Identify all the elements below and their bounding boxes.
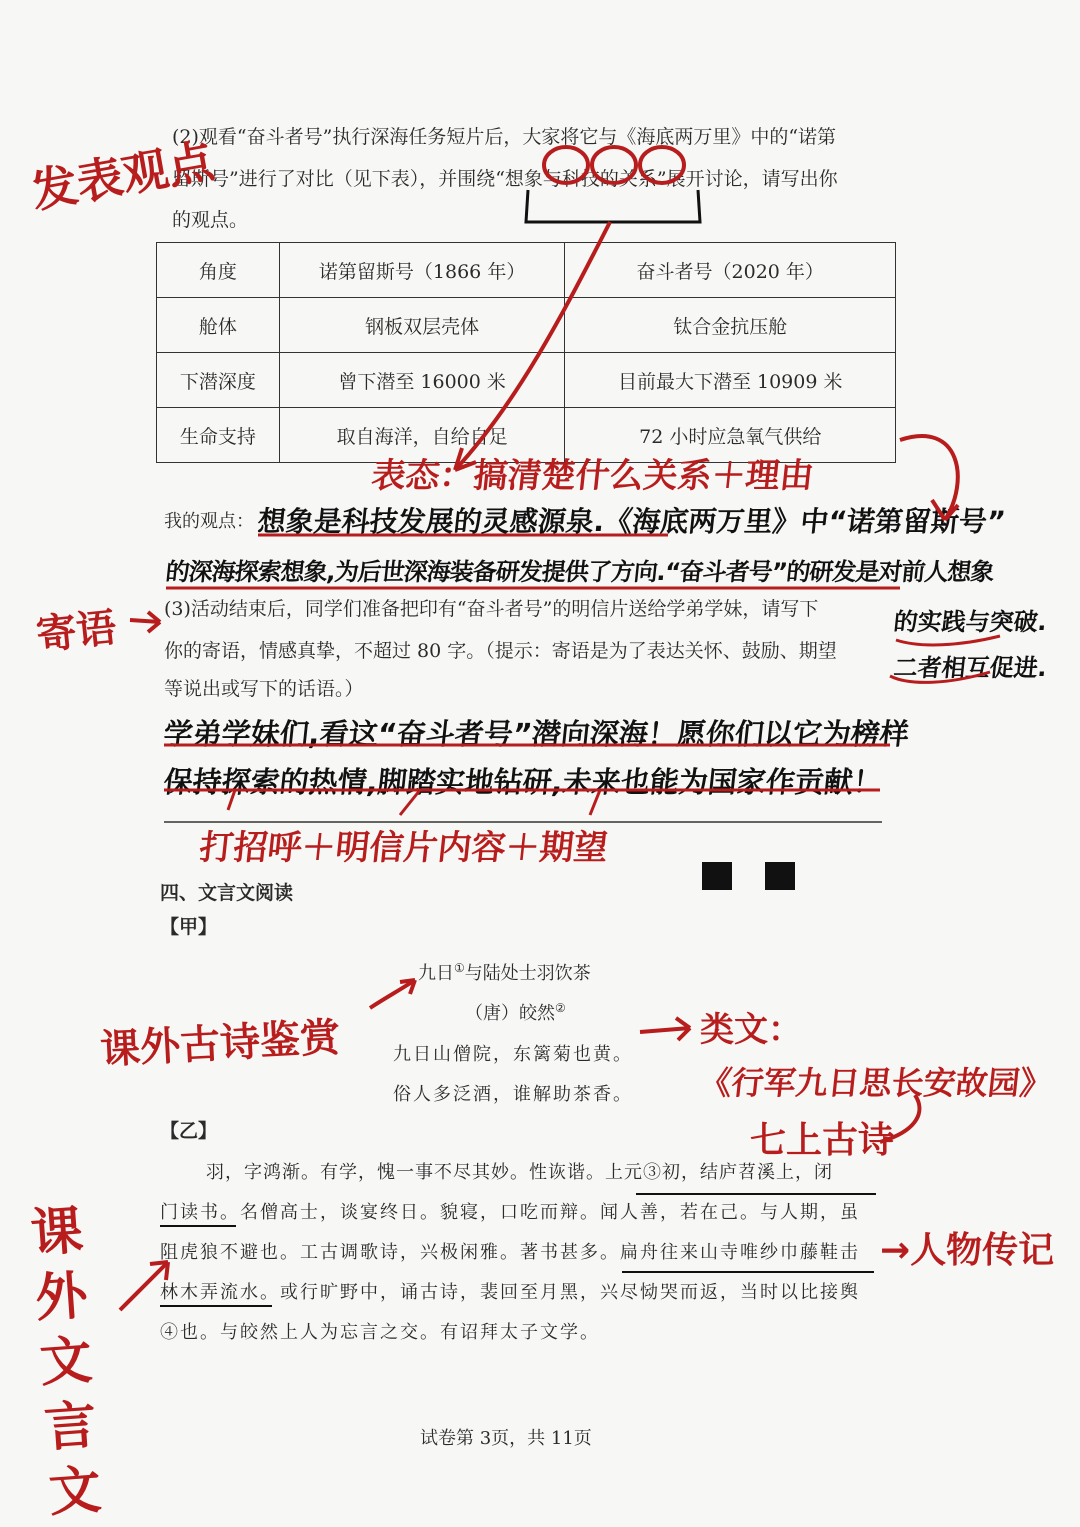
prose-line: 阻虎狼不避也。工古调歌诗，兴极闲雅。著书甚多。扁舟往来山寺唯纱巾藤鞋击: [160, 1242, 860, 1263]
annotation-leiwen-title: 《行军九日思长安故园》: [697, 1064, 1054, 1102]
arrow-line: [640, 1028, 690, 1032]
annotation-biaotai: 表态：搞清楚什么关系＋理由: [369, 456, 816, 496]
annotation-renwu: →人物传记: [880, 1230, 1055, 1271]
page-footer: 试卷第 3页，共 11页: [420, 1428, 592, 1449]
poem-title-day: 九日: [418, 963, 454, 984]
annotation-kewai-wenyan: 课外文言文: [28, 1200, 104, 1524]
q3-answer-line2: 保持探索的热情,脚踏实地钻研,未来也能为国家作贡献！: [162, 765, 884, 799]
table-cell: 生命支持: [157, 408, 280, 463]
prose-line: 林木弄流水。或行旷野中，诵古诗，裴回至月黑，兴尽恸哭而返，当时以比接舆: [160, 1282, 860, 1303]
q3-answer-line1: 学弟学妹们,看这“奋斗者号”潜向深海！愿你们以它为榜样: [162, 717, 911, 751]
table-cell: 72 小时应急氧气供给: [565, 408, 896, 463]
my-view-label: 我的观点：: [164, 511, 254, 532]
q3-line2: 你的寄语，情感真挚，不超过 80 字。（提示：寄语是为了表达关怀、鼓励、期望: [164, 640, 837, 662]
comparison-table: [156, 242, 896, 463]
annotation-jiyu: 寄语: [34, 604, 119, 660]
table-cell: 钛合金抗压舱: [565, 298, 896, 353]
q3-line3: 等说出或写下的话语。）: [164, 678, 364, 700]
redaction-block: [702, 862, 732, 890]
table-cell: 取自海洋，自给自足: [279, 408, 565, 463]
annotation-dazhaohu: 打招呼＋明信片内容＋期望: [197, 828, 610, 868]
table-cell: 钢板双层壳体: [279, 298, 565, 353]
annotation-fabiao: 发表观点: [27, 133, 218, 219]
table-cell: 目前最大下潜至 10909 米: [565, 353, 896, 408]
section-jia-label: 【甲】: [160, 916, 218, 938]
annotation-qishang: 七上古诗: [750, 1120, 895, 1161]
underline: [896, 636, 1000, 645]
table-cell: 下潜深度: [157, 353, 280, 408]
poem-title: [418, 962, 591, 983]
arrow-head: [150, 1262, 168, 1280]
my-view-answer-line3: 的实践与突破.: [892, 608, 1049, 636]
table-cell: 曾下潜至 16000 米: [279, 353, 565, 408]
q2-line2: 留斯号”进行了对比（见下表），并围绕“想象与科技的关系”展开讨论，请写出你: [172, 168, 838, 190]
q2-line1: (2)观看“奋斗者号”执行深海任务短片后，大家将它与《海底两万里》中的“诺第: [172, 126, 837, 148]
q3-line1: (3)活动结束后，同学们准备把印有“奋斗者号”的明信片送给学弟学妹，请写下: [164, 598, 819, 620]
table-row: [157, 243, 896, 298]
prose-line: 门读书。名僧高士，谈宴终日。貌寝，口吃而辩。闻人善，若在己。与人期，虽: [160, 1202, 860, 1223]
arrow-head: [148, 612, 160, 632]
q2-line3: 的观点。: [172, 209, 249, 231]
my-view-answer-line1: 想象是科技发展的灵感源泉.《海底两万里》中“诺第留斯号”: [256, 505, 1008, 538]
arrow-head: [676, 1018, 690, 1040]
prose-line: 羽，字鸿渐。有学，愧一事不尽其妙。性诙谐。上元③初，结庐苕溪上，闭: [206, 1162, 833, 1183]
table-cell: 诺第留斯号（1866 年）: [279, 243, 565, 298]
table-cell: 舱体: [157, 298, 280, 353]
annotation-leiwen: 类文：: [700, 1010, 802, 1050]
table-cell: 角度: [157, 243, 280, 298]
section-yi-label: 【乙】: [160, 1120, 218, 1142]
my-view-answer-line4: 二者相互促进.: [892, 654, 1049, 682]
poem-author: [465, 1002, 566, 1023]
poem-line: 九日山僧院，东篱菊也黄。: [393, 1044, 633, 1065]
table-row: [157, 298, 896, 353]
table-cell: 奋斗者号（2020 年）: [565, 243, 896, 298]
poem-line: 俗人多泛酒，谁解助茶香。: [393, 1084, 633, 1105]
arrow-line: [370, 980, 415, 1008]
my-view-answer-line2: 的深海探索想象,为后世深海装备研发提供了方向.“奋斗者号”的研发是对前人想象: [164, 558, 995, 586]
arrow-line: [130, 620, 160, 622]
redaction-block: [765, 862, 795, 890]
annotation-kewai-gushi: 课外古诗鉴赏: [99, 1014, 342, 1074]
table-row: [157, 353, 896, 408]
poem-author-text: （唐）皎然: [465, 1003, 555, 1024]
arrow-head: [400, 980, 415, 994]
prose-line: ④也。与皎然上人为忘言之交。有诏拜太子文学。: [160, 1322, 600, 1343]
bracket-mark: [526, 190, 700, 222]
poem-title-rest: 与陆处士羽饮茶: [464, 963, 591, 984]
footnote-marker: ②: [555, 1001, 566, 1015]
section-heading: 四、文言文阅读: [160, 882, 294, 904]
footnote-marker: ①: [454, 961, 465, 975]
